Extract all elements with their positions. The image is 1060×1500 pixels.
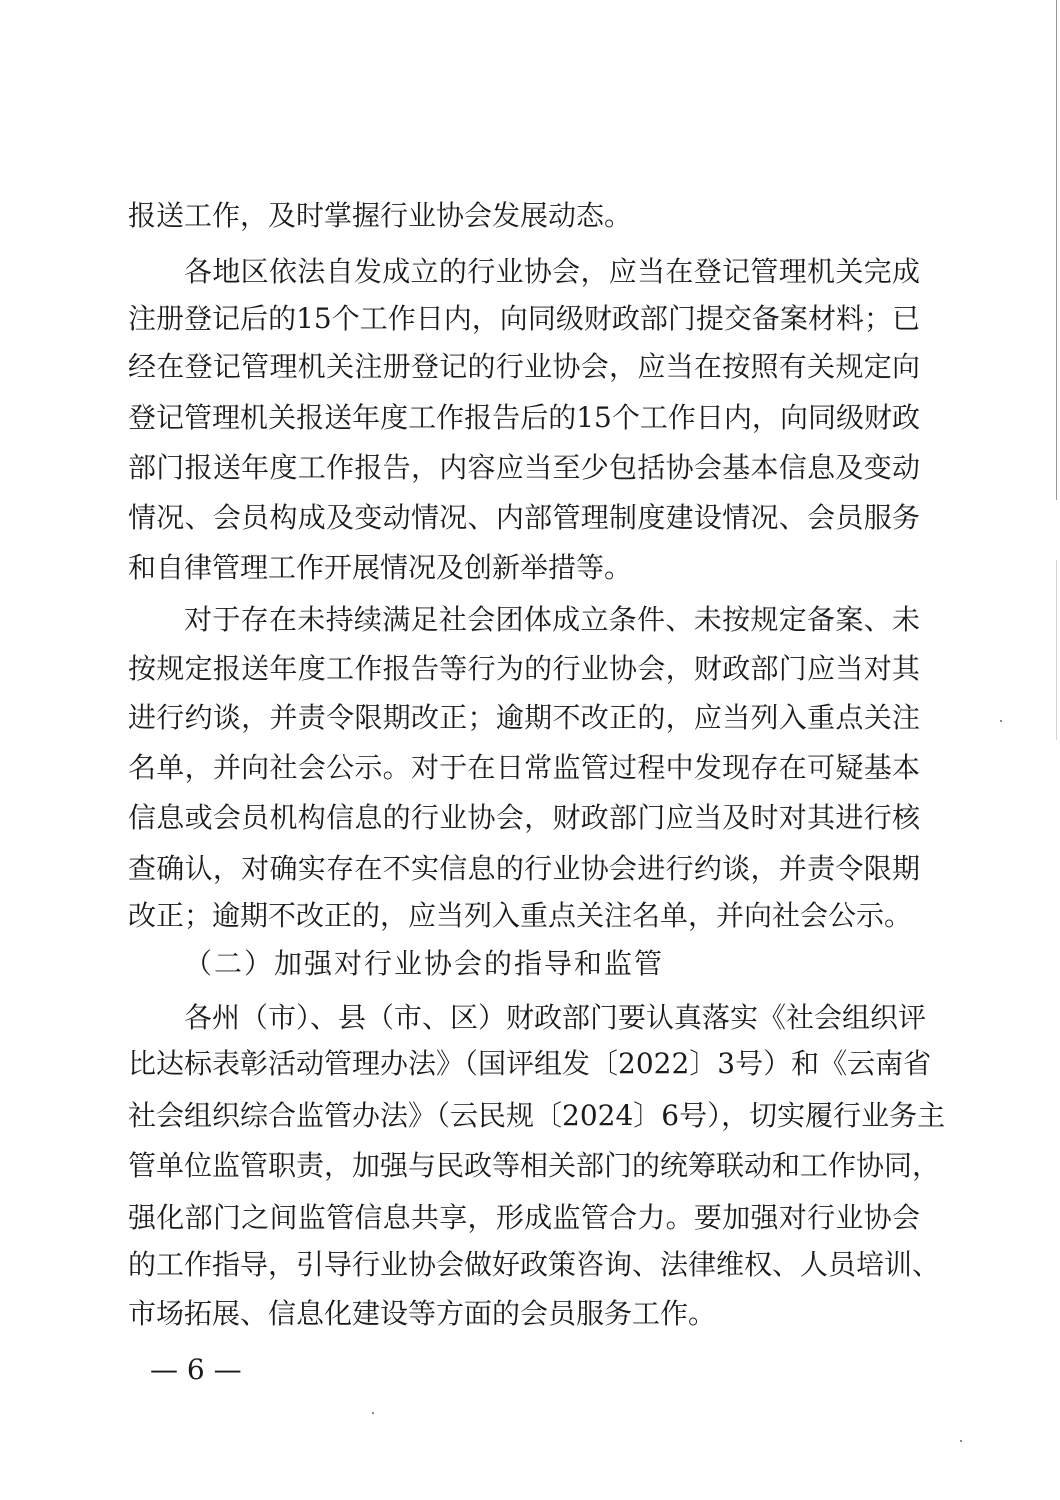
body-line: 信息或会员机构信息的行业协会，财政部门应当及时对其进行核 xyxy=(128,801,920,834)
section-heading: （二）加强对行业协会的指导和监管 xyxy=(184,947,665,980)
body-line: 查确认，对确实存在不实信息的行业协会进行约谈，并责令限期 xyxy=(128,852,920,885)
body-line: 的工作指导，引导行业协会做好政策咨询、法律维权、人员培训、 xyxy=(128,1248,941,1281)
body-line: 进行约谈，并责令限期改正；逾期不改正的，应当列入重点关注 xyxy=(128,701,920,734)
body-line: 报送工作，及时掌握行业协会发展动态。 xyxy=(128,199,633,232)
scan-edge-line xyxy=(1056,0,1057,500)
body-line: 登记管理机关报送年度工作报告后的15个工作日内，向同级财政 xyxy=(128,401,920,434)
body-line: 对于存在未持续满足社会团体成立条件、未按规定备案、未 xyxy=(184,603,920,636)
body-line: 情况、会员构成及变动情况、内部管理制度建设情况、会员服务 xyxy=(128,501,920,534)
body-line: 各地区依法自发成立的行业协会，应当在登记管理机关完成 xyxy=(184,255,920,288)
body-line: 注册登记后的15个工作日内，向同级财政部门提交备案材料；已 xyxy=(128,302,920,335)
scan-speck xyxy=(1000,720,1002,722)
body-line: 比达标表彰活动管理办法》（国评组发〔2022〕3号）和《云南省 xyxy=(128,1047,932,1080)
scan-edge-line xyxy=(1056,560,1057,740)
body-line: 社会组织综合监管办法》（云民规〔2024〕6号），切实履行业务主 xyxy=(128,1099,946,1132)
body-line: 经在登记管理机关注册登记的行业协会，应当在按照有关规定向 xyxy=(128,350,920,383)
body-line: 按规定报送年度工作报告等行为的行业协会，财政部门应当对其 xyxy=(128,652,920,685)
body-line: 部门报送年度工作报告，内容应当至少包括协会基本信息及变动 xyxy=(128,451,920,484)
body-line: 管单位监管职责，加强与民政等相关部门的统筹联动和工作协同， xyxy=(128,1149,941,1182)
body-line: 强化部门之间监管信息共享，形成监管合力。要加强对行业协会 xyxy=(128,1201,920,1234)
page-number: — 6 — xyxy=(150,1353,242,1386)
scan-speck xyxy=(372,1412,374,1414)
body-line: 各州（市）、县（市、区）财政部门要认真落实《社会组织评 xyxy=(184,1001,927,1034)
body-line: 改正；逾期不改正的，应当列入重点关注名单，并向社会公示。 xyxy=(128,899,913,932)
body-line: 市场拓展、信息化建设等方面的会员服务工作。 xyxy=(128,1297,717,1330)
body-line: 和自律管理工作开展情况及创新举措等。 xyxy=(128,551,633,584)
body-line: 名单，并向社会公示。对于在日常监管过程中发现存在可疑基本 xyxy=(128,751,920,784)
scan-speck xyxy=(960,1440,962,1442)
